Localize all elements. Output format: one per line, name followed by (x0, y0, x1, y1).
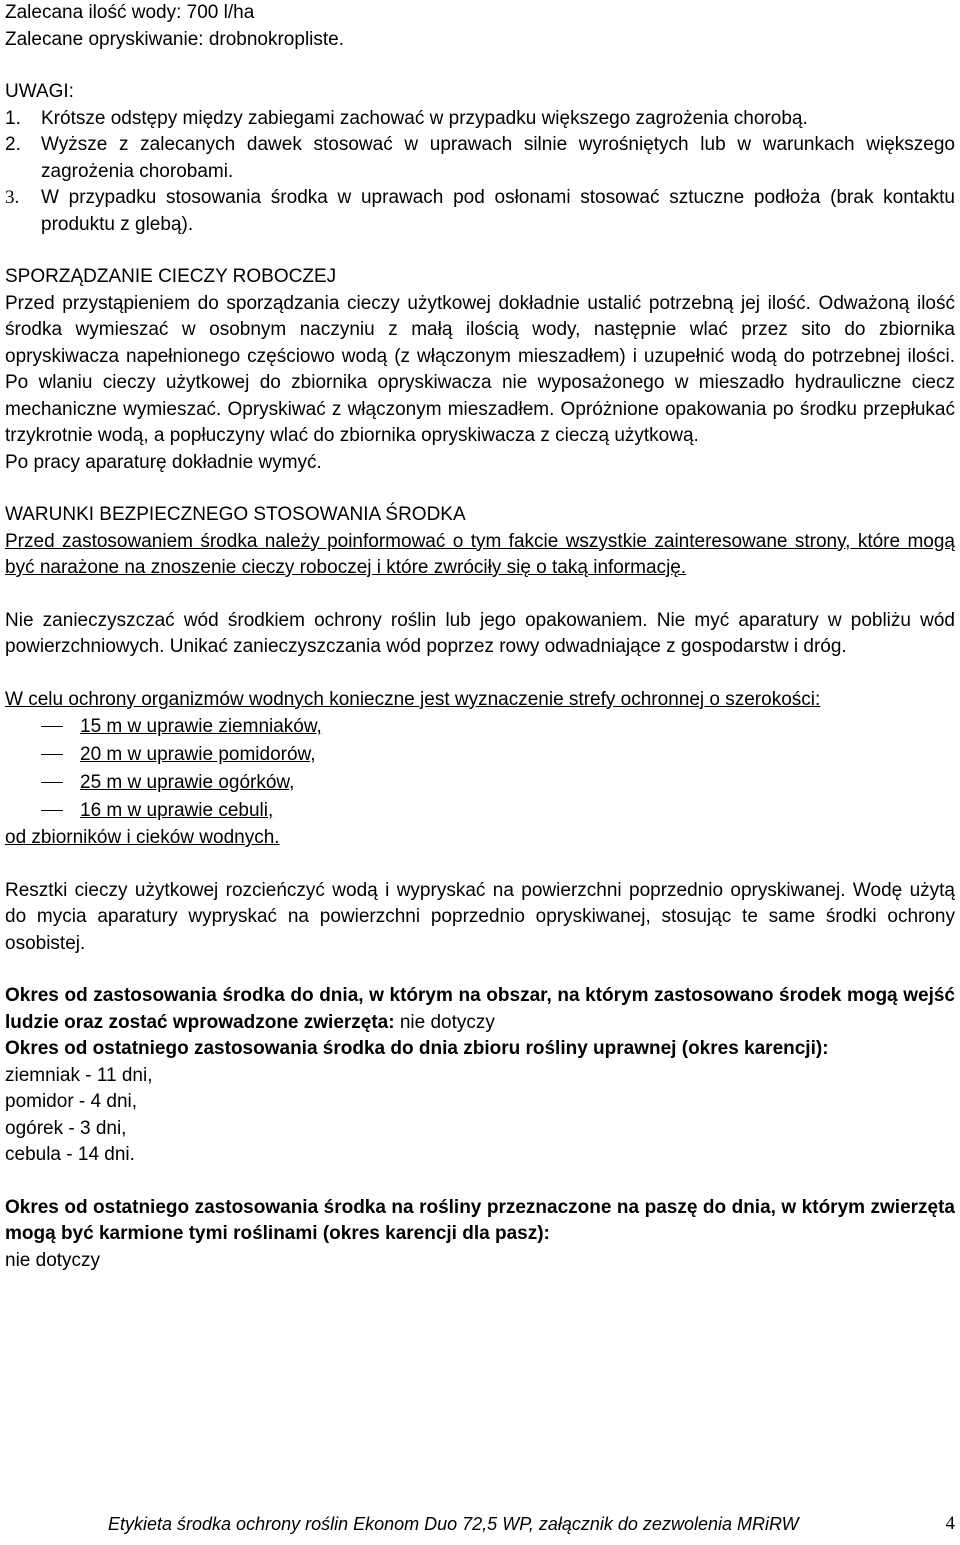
karencja-item: pomidor - 4 dni, (5, 1091, 138, 1112)
karencja-label: Okres od ostatniego zastosowania środka do dnia zbioru rośliny uprawnej (okres karencji): (5, 1038, 829, 1059)
document-page (5, 0, 955, 1274)
uwagi-item-text: Krótsze odstępy między zabiegami zachować w przypadku większego zagrożenia chorobą. (41, 107, 808, 129)
uwagi-item-3 (5, 185, 955, 238)
zone-item (5, 769, 955, 797)
warunki-inform: Przed zastosowaniem środka należy poinformować o tym fakcie wszystkie zainteresowane strony, które mogą być narażone na znoszenie cieczy roboczej i które zwróciły się o taką informację. (5, 530, 955, 578)
rests-text: Resztki cieczy użytkowej rozcieńczyć wodą i wypryskać na powierzchni poprzednio opryskiwanej. Wodę użytą do mycia aparatury wypryskać na powierzchni poprzednio opryskiwanej, stosując te same środki ochrony osobistej. (5, 879, 955, 954)
zone-item-text: 16 m w uprawie cebuli, (80, 800, 274, 821)
water-amount: Zalecana ilość wody: 700 l/ha (5, 2, 255, 23)
zone-item-text: 15 m w uprawie ziemniaków, (80, 716, 322, 737)
sporzadzanie-text: Przed przystąpieniem do sporządzania cieczy użytkowej dokładnie ustalić potrzebną jej ilość. Odważoną ilość środka wymieszać w osobnym naczyniu z małą ilością wody, następnie wlać przez sito do zbiornika opryskiwacza napełnionego częściowo wodą (z włączonym mieszadłem) i uzupełnić wodą do potrzebnej ilości. Po wlaniu cieczy użytkowej do zbiornika opryskiwacza nie wyposażonego w mieszadło hydrauliczne ciecz mechaniczne wymieszać. Opryskiwać z włączonym mieszadłem. Opróżnione opakowania po środku przepłukać trzykrotnie wodą, a popłuczyny wlać do zbiornika opryskiwacza z cieczą użytkową. (5, 292, 955, 446)
zone-item (5, 797, 955, 825)
karencja-item: ziemniak - 11 dni, (5, 1064, 153, 1086)
zone-item (5, 713, 955, 741)
entry-period-value: nie dotyczy (399, 1011, 495, 1033)
zone-item-text: 20 m w uprawie pomidorów, (80, 744, 316, 765)
karencja-item: ogórek - 3 dni, (5, 1117, 127, 1139)
zone-item-text: 25 m w uprawie ogórków, (80, 772, 295, 793)
uwagi-item-number: 1. (5, 107, 21, 129)
sporzadzanie-heading: SPORZĄDZANIE CIECZY ROBOCZEJ (5, 266, 337, 287)
warunki-heading: WARUNKI BEZPIECZNEGO STOSOWANIA ŚRODKA (5, 504, 466, 525)
dash-bullet-icon (41, 810, 63, 811)
entry-period (5, 983, 955, 1036)
uwagi-item-text: Wyższe z zalecanych dawek stosować w uprawach silnie wyrośniętych lub w warunkach większego zagrożenia chorobami. (41, 134, 955, 182)
sporzadzanie-last: Po pracy aparaturę dokładnie wymyć. (5, 451, 322, 473)
pasza-label: Okres od ostatniego zastosowania środka na rośliny przeznaczone na paszę do dnia, w którym zwierzęta mogą być karmione tymi roślinami (okres karencji dla pasz): (5, 1196, 955, 1244)
entry-period-label: Okres od zastosowania środka do dnia, w którym na obszar, na którym zastosowano środek mogą wejść ludzie oraz zostać wprowadzone zwierzęta: (5, 985, 955, 1033)
uwagi-heading: UWAGI: (5, 81, 74, 102)
footer-text: Etykieta środka ochrony roślin Ekonom Duo 72,5 WP, załącznik do zezwolenia MRiRW (108, 1514, 799, 1534)
uwagi-item-number: 2. (5, 134, 21, 155)
pasza-value: nie dotyczy (5, 1249, 101, 1271)
uwagi-item-number: 3. (5, 187, 20, 208)
warunki-water-text: Nie zanieczyszczać wód środkiem ochrony roślin lub jego opakowaniem. Nie myć aparatury w pobliżu wód powierzchniowych. Unikać zanieczyszczania wód poprzez rowy odwadniające z gospodarstw i dróg. (5, 609, 955, 657)
page-number: 4 (945, 1513, 955, 1534)
uwagi-item-text: W przypadku stosowania środka w uprawach pod osłonami stosować sztuczne podłoża (brak kontaktu produktu z glebą). (41, 187, 955, 235)
dash-bullet-icon (41, 726, 63, 727)
karencja-item: cebula - 14 dni. (5, 1144, 135, 1165)
page-footer (108, 1512, 955, 1536)
dash-bullet-icon (41, 754, 63, 755)
dash-bullet-icon (41, 782, 63, 783)
zone-outro: od zbiorników i cieków wodnych. (5, 827, 280, 848)
uwagi-item-1 (5, 106, 955, 133)
spray-type: Zalecane opryskiwanie: drobnokropliste. (5, 28, 345, 50)
uwagi-item-2 (5, 132, 955, 185)
zone-item (5, 741, 955, 769)
zone-intro: W celu ochrony organizmów wodnych konieczne jest wyznaczenie strefy ochronnej o szerokości: (5, 688, 821, 710)
